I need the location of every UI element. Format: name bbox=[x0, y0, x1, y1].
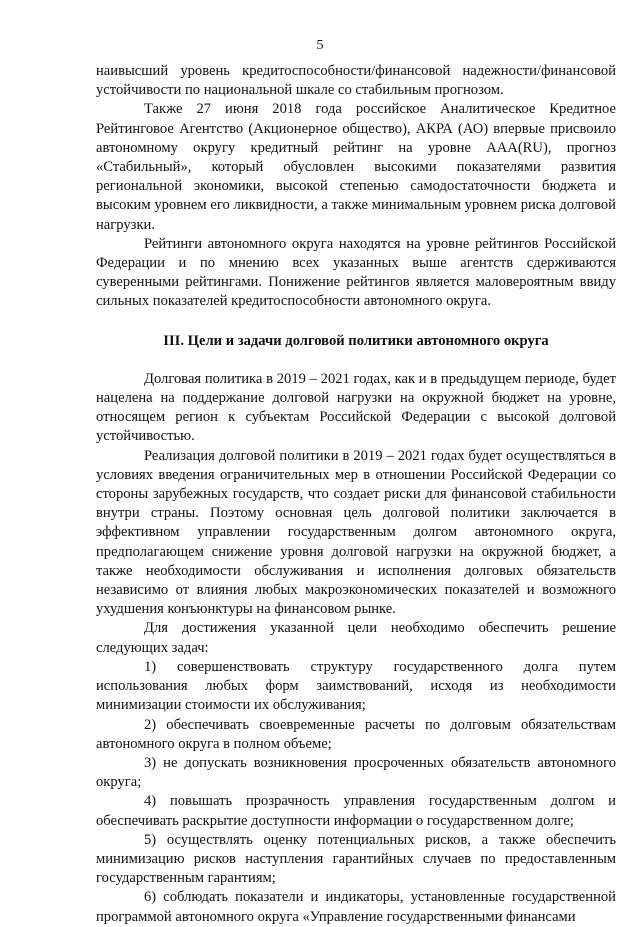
section-heading: III. Цели и задачи долговой политики автономного округа bbox=[163, 332, 549, 349]
paragraphs-after-section bbox=[96, 370, 616, 927]
list-item-task-5: 5) осуществлять оценку потенциальных рисков, а также обеспечить минимизацию рисков наступления гарантийных случаев по предоставленным государственным гарантиям; bbox=[96, 831, 616, 887]
page-number: 5 bbox=[316, 38, 324, 53]
list-item-task-3: 3) не допускать возникновения просроченных обязательств автономного округа; bbox=[96, 754, 616, 791]
paragraph: наивысший уровень кредитоспособности/финансовой надежности/финансовой устойчивости по национальной шкале со стабильным прогнозом. bbox=[96, 63, 616, 99]
paragraph: Для достижения указанной цели необходимо обеспечить решение следующих задач: bbox=[96, 620, 616, 656]
list-item-task-1: 1) совершенствовать структуру государственного долга путем использования любых форм заимствований, исходя из необходимости минимизации стоимости их обслуживания; bbox=[96, 658, 616, 714]
paragraph: Реализация долговой политики в 2019 – 2021 годах будет осуществляться в условиях введения ограничительных мер в отношении Российской Федерации со стороны зарубежных государств, что создает риски для финансовой стабильности внутри страны. Поэтому основная цель долговой политики заключается в эффективном управлении государственным долгом автономного округа, предполагающем снижение уровня долговой нагрузки на окружной бюджет, а также необходимости обслуживания и исполнения долговых обязательств независимо от влияния любых макроэкономических показателей и возможного ухудшения конъюнктуры на финансовом рынке. bbox=[96, 447, 616, 618]
list-item-task-4: 4) повышать прозрачность управления государственным долгом и обеспечивать раскрытие доступности информации о государственном долге; bbox=[96, 793, 616, 829]
document-body bbox=[96, 62, 616, 927]
paragraph: Также 27 июня 2018 года российское Аналитическое Кредитное Рейтинговое Агентство (Акционерное общество), АКРА (АО) впервые присвоило автономному округу кредитный рейтинг на уровне ААА(RU), прогноз «Стабильный», который обусловлен высокими показателями развития региональной экономики, высокой степенью самодостаточности бюджета и высоким уровнем его ликвидности, а также минимальным уровнем риска долговой нагрузки. bbox=[96, 101, 616, 233]
paragraphs-before-section bbox=[96, 62, 616, 312]
paragraph: Рейтинги автономного округа находятся на уровне рейтингов Российской Федерации и по мнению всех указанных выше агентств сдерживаются суверенными рейтингами. Понижение рейтингов является маловероятным ввиду сильных показателей кредитоспособности автономного округа. bbox=[96, 235, 616, 310]
paragraph: Долговая политика в 2019 – 2021 годах, как и в предыдущем периоде, будет нацелена на поддержание долговой нагрузки на окружной бюджет на уровне, относящем регион к субъектам Российской Федерации с высокой долговой устойчивостью. bbox=[96, 370, 616, 445]
list-item-task-6: 6) соблюдать показатели и индикаторы, установленные государственной программой автономного округа «Управление государственными финансами bbox=[96, 889, 616, 925]
list-item-task-2: 2) обеспечивать своевременные расчеты по долговым обязательствам автономного округа в полном объеме; bbox=[96, 716, 616, 752]
